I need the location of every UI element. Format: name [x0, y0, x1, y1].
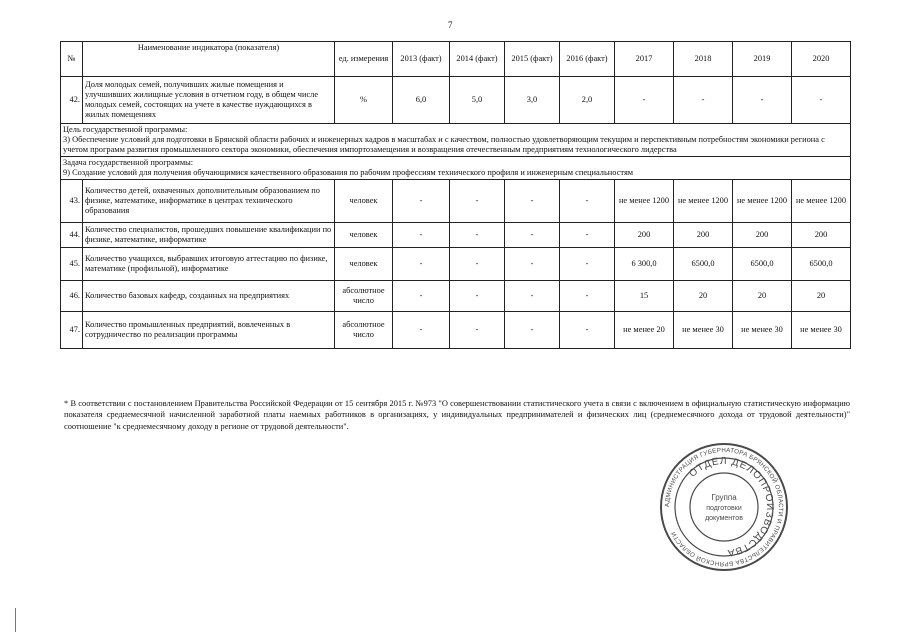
value-2018: 200	[674, 223, 733, 248]
value-2013: -	[393, 248, 450, 281]
row-number: 43.	[61, 180, 83, 223]
stamp-inner-line-3: документов	[705, 515, 743, 522]
value-2016: -	[560, 180, 615, 223]
task-label: Задача государственной программы:	[63, 158, 194, 168]
task-row	[61, 157, 851, 180]
value-2016: -	[560, 281, 615, 312]
page-number: 7	[448, 20, 453, 30]
value-2017: 15	[615, 281, 674, 312]
header-2019: 2019	[733, 42, 792, 77]
goal-label: Цель государственной программы:	[63, 125, 188, 134]
header-2017: 2017	[615, 42, 674, 77]
task-cell	[61, 157, 851, 180]
value-2017: не менее 1200	[615, 180, 674, 223]
header-2014: 2014 (факт)	[450, 42, 505, 77]
task-text: 9) Создание условий для получения обучающимися качественного образования по рабочим профессиям технического профиля и инженерным специальностям	[63, 168, 634, 178]
header-indicator-name: Наименование индикатора (показателя)	[83, 42, 335, 77]
value-2013: -	[393, 281, 450, 312]
indicator-unit: человек	[335, 180, 393, 223]
value-2018: не менее 30	[674, 312, 733, 349]
value-2016: -	[560, 312, 615, 349]
value-2017: -	[615, 77, 674, 124]
stamp-inner-line-2: подготовки	[706, 505, 742, 512]
footnote: * В соответствии с постановлением Правительства Российской Федерации от 15 сентября 2015 г. №973 "О совершенствовании статистического учета в связи с включением в официальную статистическую информацию показателя среднемесячной начисленной заработной платы наемных работников в организациях, у индивидуальных предпринимателей и физических лиц (среднемесячного дохода от трудовой деятельности)" соотношение "к среднемесячному доходу в регионе от трудовой деятельности".	[64, 399, 850, 431]
table-header-row	[61, 42, 851, 77]
value-2020: 6500,0	[792, 248, 851, 281]
value-2017: 200	[615, 223, 674, 248]
indicator-name: Количество базовых кафедр, созданных на предприятиях	[83, 281, 335, 312]
value-2019: 20	[733, 281, 792, 312]
value-2013: -	[393, 312, 450, 349]
row-number: 47.	[61, 312, 83, 349]
value-2014: -	[450, 281, 505, 312]
indicator-unit: абсолютное число	[335, 312, 393, 349]
row-number: 42.	[61, 77, 83, 124]
stamp-inner-line-1: Группа	[711, 493, 737, 502]
row-number: 45.	[61, 248, 83, 281]
value-2015: -	[505, 180, 560, 223]
value-2016: 2,0	[560, 77, 615, 124]
header-2018: 2018	[674, 42, 733, 77]
value-2018: 20	[674, 281, 733, 312]
table-row	[61, 281, 851, 312]
goal-text: 3) Обеспечение условий для подготовки в Брянской области рабочих и инженерных кадров в масштабах и с качеством, полностью удовлетворяющим текущим и перспективным потребностям экономики региона с учетом программ развития промышленного сектора экономики, обеспечения импортозамещения и возвращения отечественным предприятиям технологического лидерства	[63, 135, 825, 155]
value-2017: 6 300,0	[615, 248, 674, 281]
value-2015: -	[505, 223, 560, 248]
indicator-unit: человек	[335, 223, 393, 248]
value-2013: -	[393, 180, 450, 223]
indicator-name: Количество специалистов, прошедших повышение квалификации по физике, математике, информатике	[83, 223, 335, 248]
value-2019: 200	[733, 223, 792, 248]
scan-margin-mark	[15, 608, 16, 632]
value-2018: не менее 1200	[674, 180, 733, 223]
value-2013: -	[393, 223, 450, 248]
indicator-name: Количество детей, охваченных дополнительным образованием по физике, математике, информатике в центрах технического образования	[83, 180, 335, 223]
value-2018: -	[674, 77, 733, 124]
value-2014: -	[450, 248, 505, 281]
row-number: 46.	[61, 281, 83, 312]
indicator-name: Доля молодых семей, получивших жилые помещения и улучшивших жилищные условия в отчетном году, в общем числе молодых семей, состоящих на учете в качестве нуждающихся в жилых помещениях	[83, 77, 335, 124]
indicator-unit: абсолютное число	[335, 281, 393, 312]
goal-row	[61, 124, 851, 157]
stamp-outer-text: АДМИНИСТРАЦИЯ ГУБЕРНАТОРА БРЯНСКОЙ ОБЛАСТИ И ПРАВИТЕЛЬСТВА БРЯНСКОЙ ОБЛАСТИ	[663, 446, 785, 568]
table-row	[61, 77, 851, 124]
value-2020: не менее 30	[792, 312, 851, 349]
value-2019: не менее 1200	[733, 180, 792, 223]
value-2019: не менее 30	[733, 312, 792, 349]
value-2014: -	[450, 223, 505, 248]
value-2017: не менее 20	[615, 312, 674, 349]
value-2014: -	[450, 312, 505, 349]
value-2020: не менее 1200	[792, 180, 851, 223]
table-row	[61, 312, 851, 349]
indicators-table	[60, 41, 851, 349]
header-2015: 2015 (факт)	[505, 42, 560, 77]
value-2015: -	[505, 281, 560, 312]
stamp-middle-text: ОТДЕЛ ДЕЛОПРОИЗВОДСТВА	[687, 455, 776, 559]
row-number: 44.	[61, 223, 83, 248]
indicator-name: Количество учащихся, выбравших итоговую аттестацию по физике, математике (профильной), информатике	[83, 248, 335, 281]
table-row	[61, 223, 851, 248]
header-2013: 2013 (факт)	[393, 42, 450, 77]
value-2015: -	[505, 248, 560, 281]
table-row	[61, 180, 851, 223]
value-2018: 6500,0	[674, 248, 733, 281]
value-2016: -	[560, 223, 615, 248]
value-2013: 6,0	[393, 77, 450, 124]
value-2015: 3,0	[505, 77, 560, 124]
value-2019: -	[733, 77, 792, 124]
value-2019: 6500,0	[733, 248, 792, 281]
table-row	[61, 248, 851, 281]
value-2020: 20	[792, 281, 851, 312]
value-2020: 200	[792, 223, 851, 248]
value-2014: 5,0	[450, 77, 505, 124]
header-2016: 2016 (факт)	[560, 42, 615, 77]
value-2016: -	[560, 248, 615, 281]
official-stamp	[659, 442, 789, 572]
indicator-unit: человек	[335, 248, 393, 281]
goal-cell	[61, 124, 851, 157]
header-num: №	[61, 42, 83, 77]
value-2014: -	[450, 180, 505, 223]
header-unit: ед. измерения	[335, 42, 393, 77]
indicator-unit: %	[335, 77, 393, 124]
value-2015: -	[505, 312, 560, 349]
indicator-name: Количество промышленных предприятий, вовлеченных в сотрудничество по реализации программы	[83, 312, 335, 349]
header-2020: 2020	[792, 42, 851, 77]
value-2020: -	[792, 77, 851, 124]
